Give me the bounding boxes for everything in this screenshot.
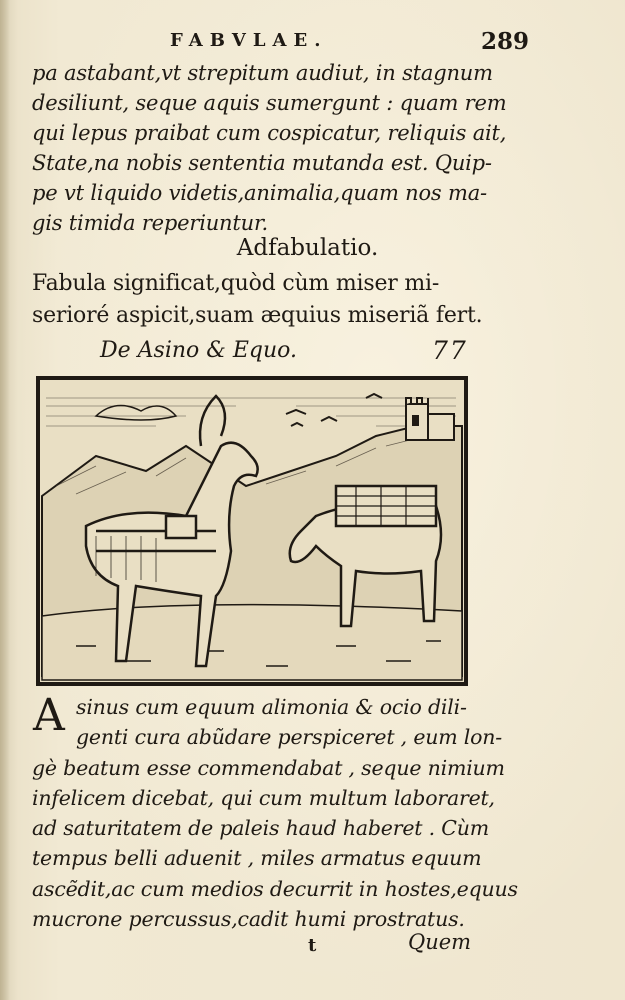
text-line: mucrone percussus,cadit humi prostratus. [32,907,465,932]
text-line: tempus belli aduenit , miles armatus equum [32,846,482,871]
page-gutter-shadow [0,0,10,1000]
page-number: 289 [480,28,529,55]
text-line: desiliunt, seque aquis sumergunt : quam rem [32,91,507,115]
fable-title: De Asino & Equo. [100,338,298,363]
moral-heading: Adfabulatio. [236,235,379,261]
text-line: genti cura abũdare perspiceret , eum lon- [76,725,503,750]
woodcut-illustration [36,376,468,686]
text-line: gè beatum esse commendabat , seque nimium [32,755,505,780]
signature-mark: t [308,935,317,956]
text-line: gis timida reperiuntur. [32,211,268,235]
text-line: sinus cum equum alimonia & ocio dili- [76,695,467,719]
catchword: Quem [408,930,472,954]
text-line: serioré aspicit,suam æquius miseriã fert. [32,303,483,328]
fable-number: 77 [432,336,468,365]
fable-continuation [32,58,507,238]
text-line: infelicem dicebat, qui cum multum laboraret, [32,785,495,810]
text-line: Fabula significat,quòd cùm miser mi- [32,271,440,296]
text-line: pe vt liquido videtis,animalia,quam nos ma- [32,181,487,205]
text-line: State,na nobis sententia mutanda est. Quip- [32,151,492,175]
moral-text [32,268,492,332]
fable-body [32,692,518,934]
drop-cap: A [33,690,65,741]
text-line: ascẽdit,ac cum medios decurrit in hostes,equus [32,876,518,901]
text-line: ad saturitatem de paleis haud haberet . Cùm [32,816,489,841]
page-header [0,22,625,58]
text-line: pa astabant,vt strepitum audiut, in stagnum [32,61,493,85]
running-title: FABVLAE. [170,30,328,51]
text-line: qui lepus praibat cum cospicatur, reliquis ait, [32,121,507,145]
